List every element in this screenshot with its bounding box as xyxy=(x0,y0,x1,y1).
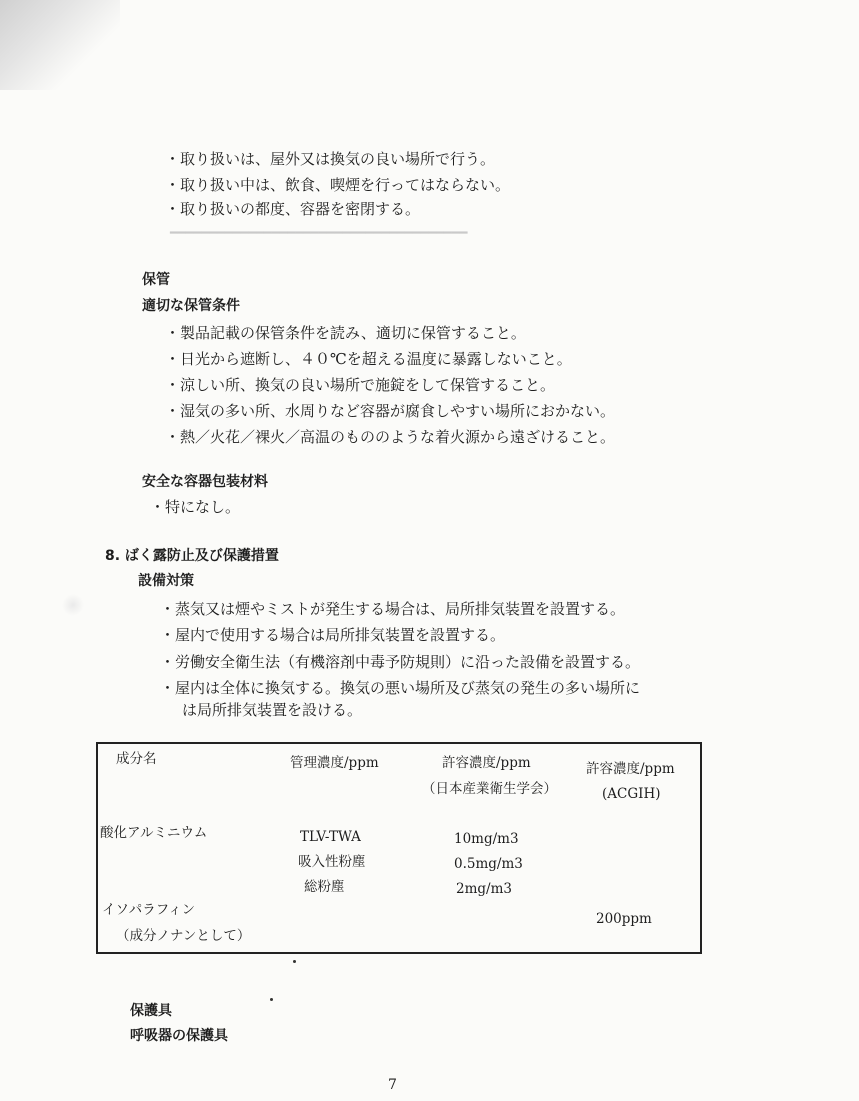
storage-conditions-heading: 適切な保管条件 xyxy=(142,298,240,314)
header-acgih-source: (ACGIH) xyxy=(602,786,661,802)
row-component: 酸化アルミニウム xyxy=(100,825,208,841)
packaging-text: ・特になし。 xyxy=(150,498,241,516)
row-control: TLV-TWA xyxy=(300,829,361,845)
facility-item: ・屋内で使用する場合は局所排気装置を設置する。 xyxy=(160,626,506,644)
facility-item: ・蒸気又は煙やミストが発生する場合は、局所排気装置を設置する。 xyxy=(160,600,626,618)
facility-item-continued: は局所排気装置を設ける。 xyxy=(182,701,363,719)
ghost-text: ━━━━━━━━━━━━━━━━━━━━━━━━━━━━━━━━━━━━━━ xyxy=(170,226,468,241)
row-component-note: （成分ノナンとして） xyxy=(116,928,251,944)
row-control: 吸入性粉塵 xyxy=(298,854,366,870)
row-component: イソパラフィン xyxy=(102,902,196,918)
header-jsoh-limit: 許容濃度/ppm xyxy=(442,755,531,771)
handling-item: ・取り扱い中は、飲食、喫煙を行ってはならない。 xyxy=(165,176,511,194)
facility-heading: 設備対策 xyxy=(138,573,194,589)
scan-smudge xyxy=(62,594,84,616)
protective-equipment-heading: 保護具 xyxy=(130,1003,172,1019)
packaging-heading: 安全な容器包装材料 xyxy=(142,474,268,490)
header-acgih-limit: 許容濃度/ppm xyxy=(586,761,675,777)
exposure-limits-table xyxy=(96,742,702,954)
row-control: 総粉塵 xyxy=(304,879,345,895)
row-jsoh: 0.5mg/m3 xyxy=(454,856,523,872)
scan-speck xyxy=(293,960,296,963)
storage-heading: 保管 xyxy=(142,272,170,288)
facility-item: ・屋内は全体に換気する。換気の悪い場所及び蒸気の発生の多い場所に xyxy=(160,679,641,697)
row-jsoh: 10mg/m3 xyxy=(454,831,519,847)
handling-item: ・取り扱いは、屋外又は換気の良い場所で行う。 xyxy=(165,150,496,168)
row-jsoh: 2mg/m3 xyxy=(456,881,512,897)
facility-item: ・労働安全衛生法（有機溶剤中毒予防規則）に沿った設備を設置する。 xyxy=(160,653,641,671)
header-jsoh-source: （日本産業衛生学会） xyxy=(422,781,557,797)
page-number: 7 xyxy=(388,1077,397,1093)
header-control-concentration: 管理濃度/ppm xyxy=(290,755,379,771)
header-component: 成分名 xyxy=(116,751,157,767)
handling-item: ・取り扱いの都度、容器を密閉する。 xyxy=(165,200,421,218)
row-acgih: 200ppm xyxy=(596,911,652,927)
storage-condition-item: ・湿気の多い所、水周りなど容器が腐食しやすい場所におかない。 xyxy=(165,402,616,420)
storage-condition-item: ・製品記載の保管条件を読み、適切に保管すること。 xyxy=(165,324,526,342)
storage-condition-item: ・熱／火花／裸火／高温のもののような着火源から遠ざけること。 xyxy=(165,428,616,446)
respiratory-protection-heading: 呼吸器の保護具 xyxy=(130,1028,228,1044)
section-8-heading: 8. ばく露防止及び保護措置 xyxy=(105,548,279,564)
storage-condition-item: ・日光から遮断し、４０℃を超える温度に暴露しないこと。 xyxy=(165,350,572,368)
scan-corner-shadow xyxy=(0,0,120,90)
storage-condition-item: ・涼しい所、換気の良い場所で施錠をして保管すること。 xyxy=(165,376,556,394)
scan-speck xyxy=(270,998,273,1001)
